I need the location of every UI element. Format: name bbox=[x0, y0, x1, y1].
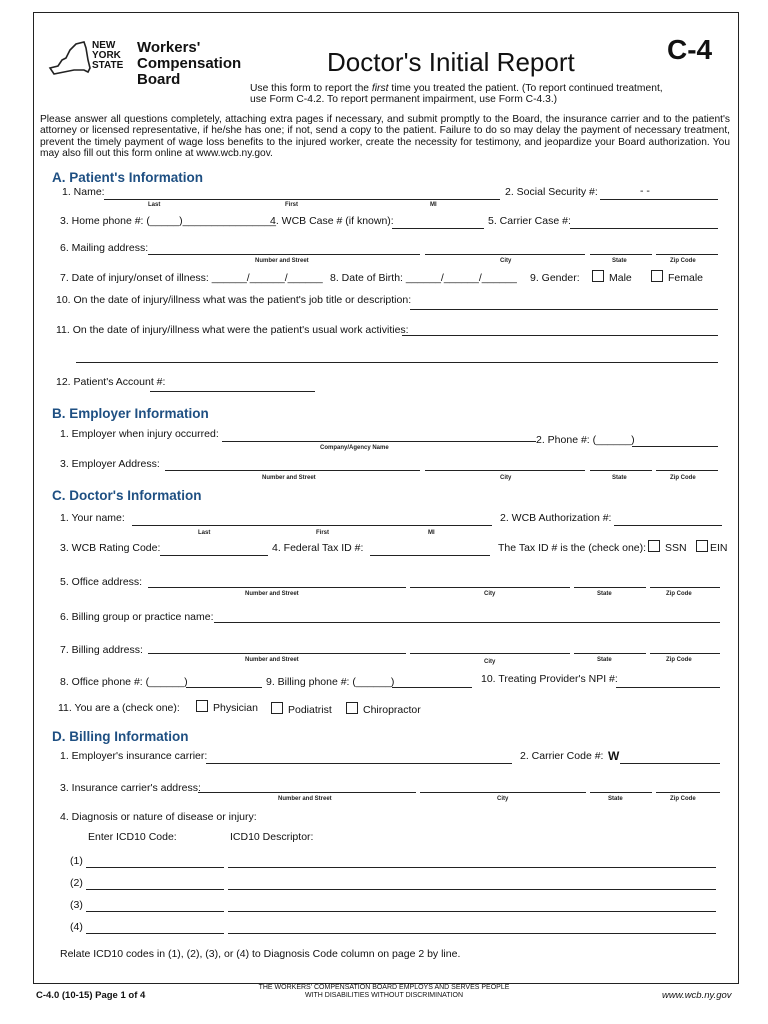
carrier-code-label: 2. Carrier Code #: bbox=[520, 750, 604, 762]
account-field[interactable] bbox=[150, 391, 315, 392]
billing-zip-field[interactable] bbox=[650, 653, 720, 654]
work-activities-label: 11. On the date of injury/illness what were the patient's usual work activities: bbox=[56, 324, 409, 336]
billing-phone-field[interactable] bbox=[392, 687, 472, 688]
form-id: C-4 bbox=[667, 34, 713, 65]
birth-date-label[interactable]: 8. Date of Birth: ______/______/______ bbox=[330, 272, 517, 284]
sub-zip: Zip Code bbox=[670, 796, 696, 802]
sub-city: City bbox=[484, 591, 496, 597]
wcb-case-label: 4. WCB Case # (if known): bbox=[270, 215, 394, 227]
office-phone-field[interactable] bbox=[186, 687, 262, 688]
carrier-code-prefix: W bbox=[608, 749, 620, 763]
sub-last: Last bbox=[148, 202, 161, 208]
mailing-address-label: 6. Mailing address: bbox=[60, 242, 149, 254]
logo-text bbox=[92, 41, 123, 71]
board-name-line: Compensation bbox=[137, 55, 242, 72]
injury-date-label[interactable]: 7. Date of injury/onset of illness: ______/______/______ bbox=[60, 272, 323, 284]
tax-ein-option[interactable] bbox=[696, 540, 728, 554]
relate-note: Relate ICD10 codes in (1), (2), (3), or (4) to Diagnosis Code column on page 2 by line. bbox=[60, 948, 461, 960]
equal-line: THE WORKERS' COMPENSATION BOARD EMPLOYS AND SERVES PEOPLE bbox=[258, 984, 510, 991]
mailing-city-field[interactable] bbox=[425, 254, 585, 255]
sub-agency: Company/Agency Name bbox=[320, 445, 389, 451]
employer-phone-field[interactable] bbox=[632, 446, 718, 447]
instr-text: time you treated the patient. (To report continued treatment, bbox=[388, 83, 663, 94]
logo-york: YORK bbox=[92, 50, 121, 61]
work-activities-field-2[interactable] bbox=[76, 362, 718, 363]
sub-mi: MI bbox=[428, 530, 435, 536]
doctor-name-field[interactable] bbox=[132, 525, 492, 526]
federal-tax-field[interactable] bbox=[370, 555, 490, 556]
podiatrist-option[interactable] bbox=[271, 702, 332, 716]
wcb-auth-field[interactable] bbox=[614, 525, 722, 526]
male-label: Male bbox=[609, 272, 632, 284]
account-label: 12. Patient's Account #: bbox=[56, 376, 166, 388]
podiatrist-label: Podiatrist bbox=[288, 704, 332, 716]
intro-paragraph: Please answer all questions completely, attaching extra pages if necessary, and submit promptly to the Board, the insurance carrier and to the patient's attorney or licensed representative, if he/she has one; if not, send a copy to the patient. Failure to do so may delay the payment of necessary treatment, prevent the timely payment of wage loss benefits to the injured worker, create the necessity for testimony, and jeopardize your Board authorization. You may also fill out this form online at www.wcb.ny.gov. bbox=[40, 114, 730, 159]
sub-city: City bbox=[484, 659, 496, 665]
billing-group-label: 6. Billing group or practice name: bbox=[60, 611, 214, 623]
job-title-field[interactable] bbox=[410, 309, 718, 310]
sub-city: City bbox=[500, 475, 512, 481]
mailing-zip-field[interactable] bbox=[656, 254, 718, 255]
insurance-carrier-field[interactable] bbox=[206, 763, 512, 764]
rating-code-label: 3. WCB Rating Code: bbox=[60, 542, 161, 554]
icd-code-header: Enter ICD10 Code: bbox=[88, 831, 177, 843]
diagnosis-row-label: (4) bbox=[70, 921, 83, 933]
sub-street: Number and Street bbox=[262, 475, 316, 481]
provider-type-label: 11. You are a (check one): bbox=[58, 702, 180, 714]
sub-first: First bbox=[285, 202, 299, 208]
section-b-heading: B. Employer Information bbox=[52, 406, 209, 421]
employer-state-field[interactable] bbox=[590, 470, 652, 471]
carrier-city-field[interactable] bbox=[420, 792, 586, 793]
carrier-street-field[interactable] bbox=[198, 792, 416, 793]
icd-desc-field-1[interactable] bbox=[228, 867, 716, 868]
insurance-carrier-label: 1. Employer's insurance carrier: bbox=[60, 750, 208, 762]
employer-zip-field[interactable] bbox=[656, 470, 718, 471]
diagnosis-row-label: (1) bbox=[70, 855, 83, 867]
ssn-label: 2. Social Security #: bbox=[505, 186, 598, 198]
billing-state-field[interactable] bbox=[574, 653, 646, 654]
carrier-code-field[interactable] bbox=[620, 763, 720, 764]
section-c-heading: C. Doctor's Information bbox=[52, 488, 202, 503]
logo-new: NEW bbox=[92, 40, 116, 51]
gender-female-option[interactable] bbox=[651, 270, 703, 284]
npi-field[interactable] bbox=[616, 687, 720, 688]
employer-address-label: 3. Employer Address: bbox=[60, 458, 160, 470]
carrier-state-field[interactable] bbox=[590, 792, 652, 793]
npi-label: 10. Treating Provider's NPI #: bbox=[481, 673, 618, 685]
carrier-case-label: 5. Carrier Case #: bbox=[488, 215, 571, 227]
section-d-heading: D. Billing Information bbox=[52, 729, 189, 744]
diagnosis-row-label: (3) bbox=[70, 899, 83, 911]
sub-first: First bbox=[316, 530, 330, 536]
employer-phone-label[interactable]: 2. Phone #: (______) bbox=[536, 434, 635, 446]
icd-descriptor-header: ICD10 Descriptor: bbox=[230, 831, 314, 843]
sub-zip: Zip Code bbox=[670, 475, 696, 481]
carrier-zip-field[interactable] bbox=[656, 792, 720, 793]
sub-zip: Zip Code bbox=[666, 657, 692, 663]
mailing-state-field[interactable] bbox=[590, 254, 652, 255]
patient-name-label: 1. Name: bbox=[62, 186, 105, 198]
physician-option[interactable] bbox=[196, 700, 258, 714]
instructions-line-2: use Form C-4.2. To report permanent impairment, use Form C-4.3.) bbox=[250, 94, 558, 105]
office-city-field[interactable] bbox=[410, 587, 570, 588]
wcb-case-field[interactable] bbox=[392, 228, 484, 229]
chiropractor-checkbox[interactable] bbox=[346, 702, 358, 714]
ein-option-label: EIN bbox=[710, 542, 728, 554]
icd-code-field-3[interactable] bbox=[86, 911, 224, 912]
gender-label: 9. Gender: bbox=[530, 272, 580, 284]
board-name-line: Board bbox=[137, 71, 181, 88]
billing-group-field[interactable] bbox=[214, 622, 720, 623]
ein-checkbox[interactable] bbox=[696, 540, 708, 552]
sub-state: State bbox=[597, 657, 612, 663]
sub-state: State bbox=[597, 591, 612, 597]
office-zip-field[interactable] bbox=[650, 587, 720, 588]
sub-last: Last bbox=[198, 530, 211, 536]
board-name-line: Workers' bbox=[137, 39, 201, 56]
sub-zip: Zip Code bbox=[666, 591, 692, 597]
sub-city: City bbox=[497, 796, 509, 802]
female-checkbox[interactable] bbox=[651, 270, 663, 282]
diagnosis-label: 4. Diagnosis or nature of disease or injury: bbox=[60, 811, 257, 823]
female-label: Female bbox=[668, 272, 704, 284]
carrier-address-label: 3. Insurance carrier's address: bbox=[60, 782, 201, 794]
logo-state: STATE bbox=[92, 60, 124, 71]
patient-name-field[interactable] bbox=[104, 199, 500, 200]
federal-tax-label: 4. Federal Tax ID #: bbox=[272, 542, 364, 554]
sub-state: State bbox=[608, 796, 623, 802]
icd-desc-field-4[interactable] bbox=[228, 933, 716, 934]
chiropractor-label: Chiropractor bbox=[363, 704, 421, 716]
tax-id-type-label: The Tax ID # is the (check one): bbox=[498, 542, 647, 554]
sub-mi: MI bbox=[430, 202, 437, 208]
sub-state: State bbox=[612, 258, 627, 264]
sub-street: Number and Street bbox=[245, 657, 299, 663]
sub-street: Number and Street bbox=[255, 258, 309, 264]
sub-state: State bbox=[612, 475, 627, 481]
billing-street-field[interactable] bbox=[148, 653, 406, 654]
billing-phone-label[interactable]: 9. Billing phone #: (______) bbox=[266, 676, 395, 688]
tax-ssn-option[interactable] bbox=[648, 540, 687, 554]
website-link[interactable]: www.wcb.ny.gov bbox=[662, 990, 732, 1001]
ssn-option-label: SSN bbox=[665, 542, 687, 554]
ssn-field[interactable] bbox=[600, 199, 718, 200]
employer-street-field[interactable] bbox=[165, 470, 420, 471]
employer-label: 1. Employer when injury occurred: bbox=[60, 428, 219, 440]
office-street-field[interactable] bbox=[148, 587, 406, 588]
sub-city: City bbox=[500, 258, 512, 264]
page-title: Doctor's Initial Report bbox=[327, 47, 575, 77]
podiatrist-checkbox[interactable] bbox=[271, 702, 283, 714]
doctor-name-label: 1. Your name: bbox=[60, 512, 125, 524]
office-phone-label[interactable]: 8. Office phone #: (______) bbox=[60, 676, 188, 688]
equal-line: WITH DISABILITIES WITHOUT DISCRIMINATION bbox=[304, 992, 464, 999]
office-address-label: 5. Office address: bbox=[60, 576, 143, 588]
home-phone-label[interactable]: 3. Home phone #: (_____)________________ bbox=[60, 215, 277, 227]
mailing-street-field[interactable] bbox=[148, 254, 420, 255]
instr-emph: first bbox=[371, 83, 389, 94]
billing-address-label: 7. Billing address: bbox=[60, 644, 143, 656]
wcb-auth-label: 2. WCB Authorization #: bbox=[500, 512, 612, 524]
employer-city-field[interactable] bbox=[425, 470, 585, 471]
sub-street: Number and Street bbox=[278, 796, 332, 802]
section-a-heading: A. Patient's Information bbox=[52, 170, 203, 185]
icd-code-field-2[interactable] bbox=[86, 889, 224, 890]
chiropractor-option[interactable] bbox=[346, 702, 421, 716]
sub-street: Number and Street bbox=[245, 591, 299, 597]
physician-checkbox[interactable] bbox=[196, 700, 208, 712]
new-york-state-map-icon bbox=[44, 38, 94, 80]
billing-city-field[interactable] bbox=[410, 653, 570, 654]
equal-opportunity-note bbox=[254, 984, 514, 1000]
icd-desc-field-3[interactable] bbox=[228, 911, 716, 912]
office-state-field[interactable] bbox=[574, 587, 646, 588]
ssn-dashes: - - bbox=[640, 185, 650, 197]
job-title-label: 10. On the date of injury/illness what was the patient's job title or description: bbox=[56, 294, 412, 306]
instructions-line-1 bbox=[250, 83, 663, 94]
board-name bbox=[137, 40, 241, 88]
physician-label: Physician bbox=[213, 702, 258, 714]
icd-desc-field-2[interactable] bbox=[228, 889, 716, 890]
male-checkbox[interactable] bbox=[592, 270, 604, 282]
instr-text: Use this form to report the bbox=[250, 83, 372, 94]
carrier-case-field[interactable] bbox=[570, 228, 718, 229]
gender-male-option[interactable] bbox=[592, 270, 632, 284]
employer-field[interactable] bbox=[222, 441, 536, 442]
icd-code-field-4[interactable] bbox=[86, 933, 224, 934]
diagnosis-row-label: (2) bbox=[70, 877, 83, 889]
sub-zip: Zip Code bbox=[670, 258, 696, 264]
ssn-checkbox[interactable] bbox=[648, 540, 660, 552]
work-activities-field[interactable] bbox=[402, 335, 718, 336]
icd-code-field-1[interactable] bbox=[86, 867, 224, 868]
rating-code-field[interactable] bbox=[160, 555, 268, 556]
form-page-number: C-4.0 (10-15) Page 1 of 4 bbox=[36, 990, 146, 1001]
